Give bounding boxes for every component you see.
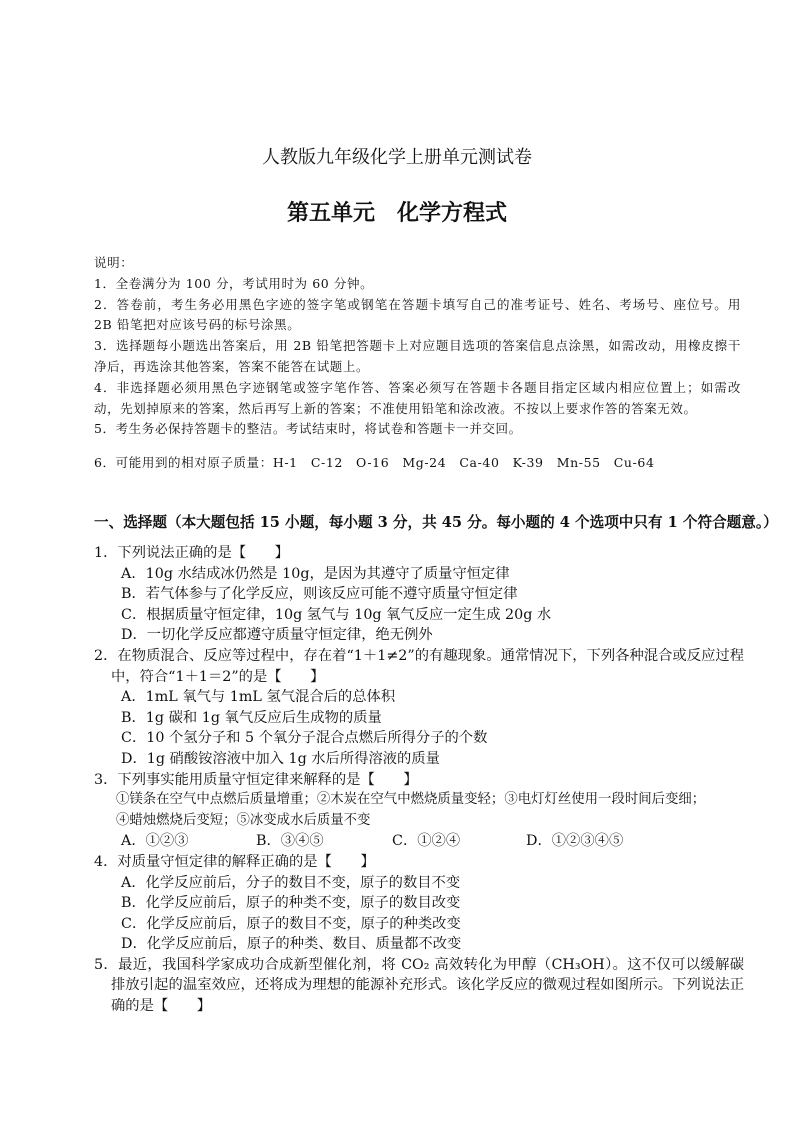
instruction-item: 2．答卷前，考生务必用黑色字迹的签字笔或钢笔在答题卡填写自己的准考证号、姓名、考场号、座位号。用 2B 铅笔把对应该号码的标号涂黑。 [94,296,741,333]
statement-line: ④蜡烛燃烧后变短；⑤冰变成水后质量不变 [116,812,371,828]
option-a: A．10g 水结成冰仍然是 10g，是因为其遵守了质量守恒定律 [121,565,510,582]
option-a: A．①②③ [121,833,189,850]
option-d: D．1g 硝酸铵溶液中加入 1g 水后所得溶液的质量 [121,750,440,767]
question-5 [94,955,744,1017]
statement-line: ①镁条在空气中点燃后质量增重；②木炭在空气中燃烧质量变轻；③电灯灯丝使用一段时间后变细； [116,792,706,808]
question-stem: 3．下列事实能用质量守恒定律来解释的是【 】 [94,771,418,788]
option-b: B．若气体参与了化学反应，则该反应可能不遵守质量守恒定律 [121,586,518,603]
option-b: B．③④⑤ [256,833,324,850]
section-heading-multiple-choice: 一、选择题（本大题包括 15 小题，每小题 3 分，共 45 分。每小题的 4 个选项中只有 1 个符合题意。） [94,514,778,531]
option-b: B．1g 碳和 1g 氧气反应后生成物的质量 [121,709,382,726]
instruction-item: 4．非选择题必须用黑色字迹钢笔或签字笔作答、答案必须写在答题卡各题目指定区域内相应位置上；如需改动，先划掉原来的答案，然后再写上新的答案；不准使用铅笔和涂改液。不按以上要求作答的答案无效。 [94,379,741,416]
instruction-item: 3．选择题每小题选出答案后，用 2B 铅笔把答题卡上对应题目选项的答案信息点涂黑，如需改动，用橡皮擦干净后，再选涂其他答案，答案不能答在试题上。 [94,338,741,374]
option-c: C．化学反应前后，原子的数目不变，原子的种类改变 [121,915,461,932]
instruction-item: 1．全卷满分为 100 分，考试用时为 60 分钟。 [94,275,374,291]
question-stem: 1．下列说法正确的是【 】 [94,545,289,561]
option-d: D．一切化学反应都遵守质量守恒定律，绝无例外 [121,627,433,644]
exam-title: 人教版九年级化学上册单元测试卷 [262,147,532,168]
option-a: A．1mL 氧气与 1mL 氢气混合后的总体积 [121,689,396,706]
option-c: C．根据质量守恒定律，10g 氢气与 10g 氧气反应一定生成 20g 水 [121,606,552,623]
options-row [94,831,744,852]
question-2 [94,646,744,770]
instructions-heading: 说明： [94,255,134,270]
option-b: B．化学反应前后，原子的种类不变，原子的数目改变 [121,895,461,912]
question-stem: 2．在物质混合、反应等过程中，存在着“1＋1≠2”的有趣现象。通常情况下，下列各种混合或反应过程中，符合“1＋1＝2”的是【 】 [94,647,744,685]
instructions-block [94,253,741,474]
option-a: A．化学反应前后，分子的数目不变，原子的数目不变 [121,874,461,891]
option-d: D．化学反应前后，原子的种类、数目、质量都不改变 [121,936,462,953]
question-3 [94,770,744,852]
question-1 [94,543,744,646]
question-4 [94,852,744,955]
option-c: C．①②④ [392,833,461,850]
question-stem: 4．对质量守恒定律的解释正确的是【 】 [94,853,375,870]
atomic-mass-note: 6．可能用到的相对原子质量：H-1 C-12 O-16 Mg-24 Ca-40 K-39 Mn-55 Cu-64 [94,455,655,471]
option-c: C．10 个氢分子和 5 个氧分子混合点燃后所得分子的个数 [121,730,488,747]
question-stem: 5．最近，我国科学家成功合成新型催化剂，将 CO₂ 高效转化为甲醇（CH₃OH）。这不仅可以缓解碳排放引起的温室效应，还将成为理想的能源补充形式。该化学反应的微观过程如图所示。下列说法正确的是【 】 [94,956,744,1015]
question-list [94,543,744,1017]
instruction-item: 5．考生务必保持答题卡的整洁。考试结束时，将试卷和答题卡一并交回。 [94,421,522,437]
option-d: D．①②③④⑤ [526,833,624,850]
unit-title: 第五单元 化学方程式 [286,200,507,226]
